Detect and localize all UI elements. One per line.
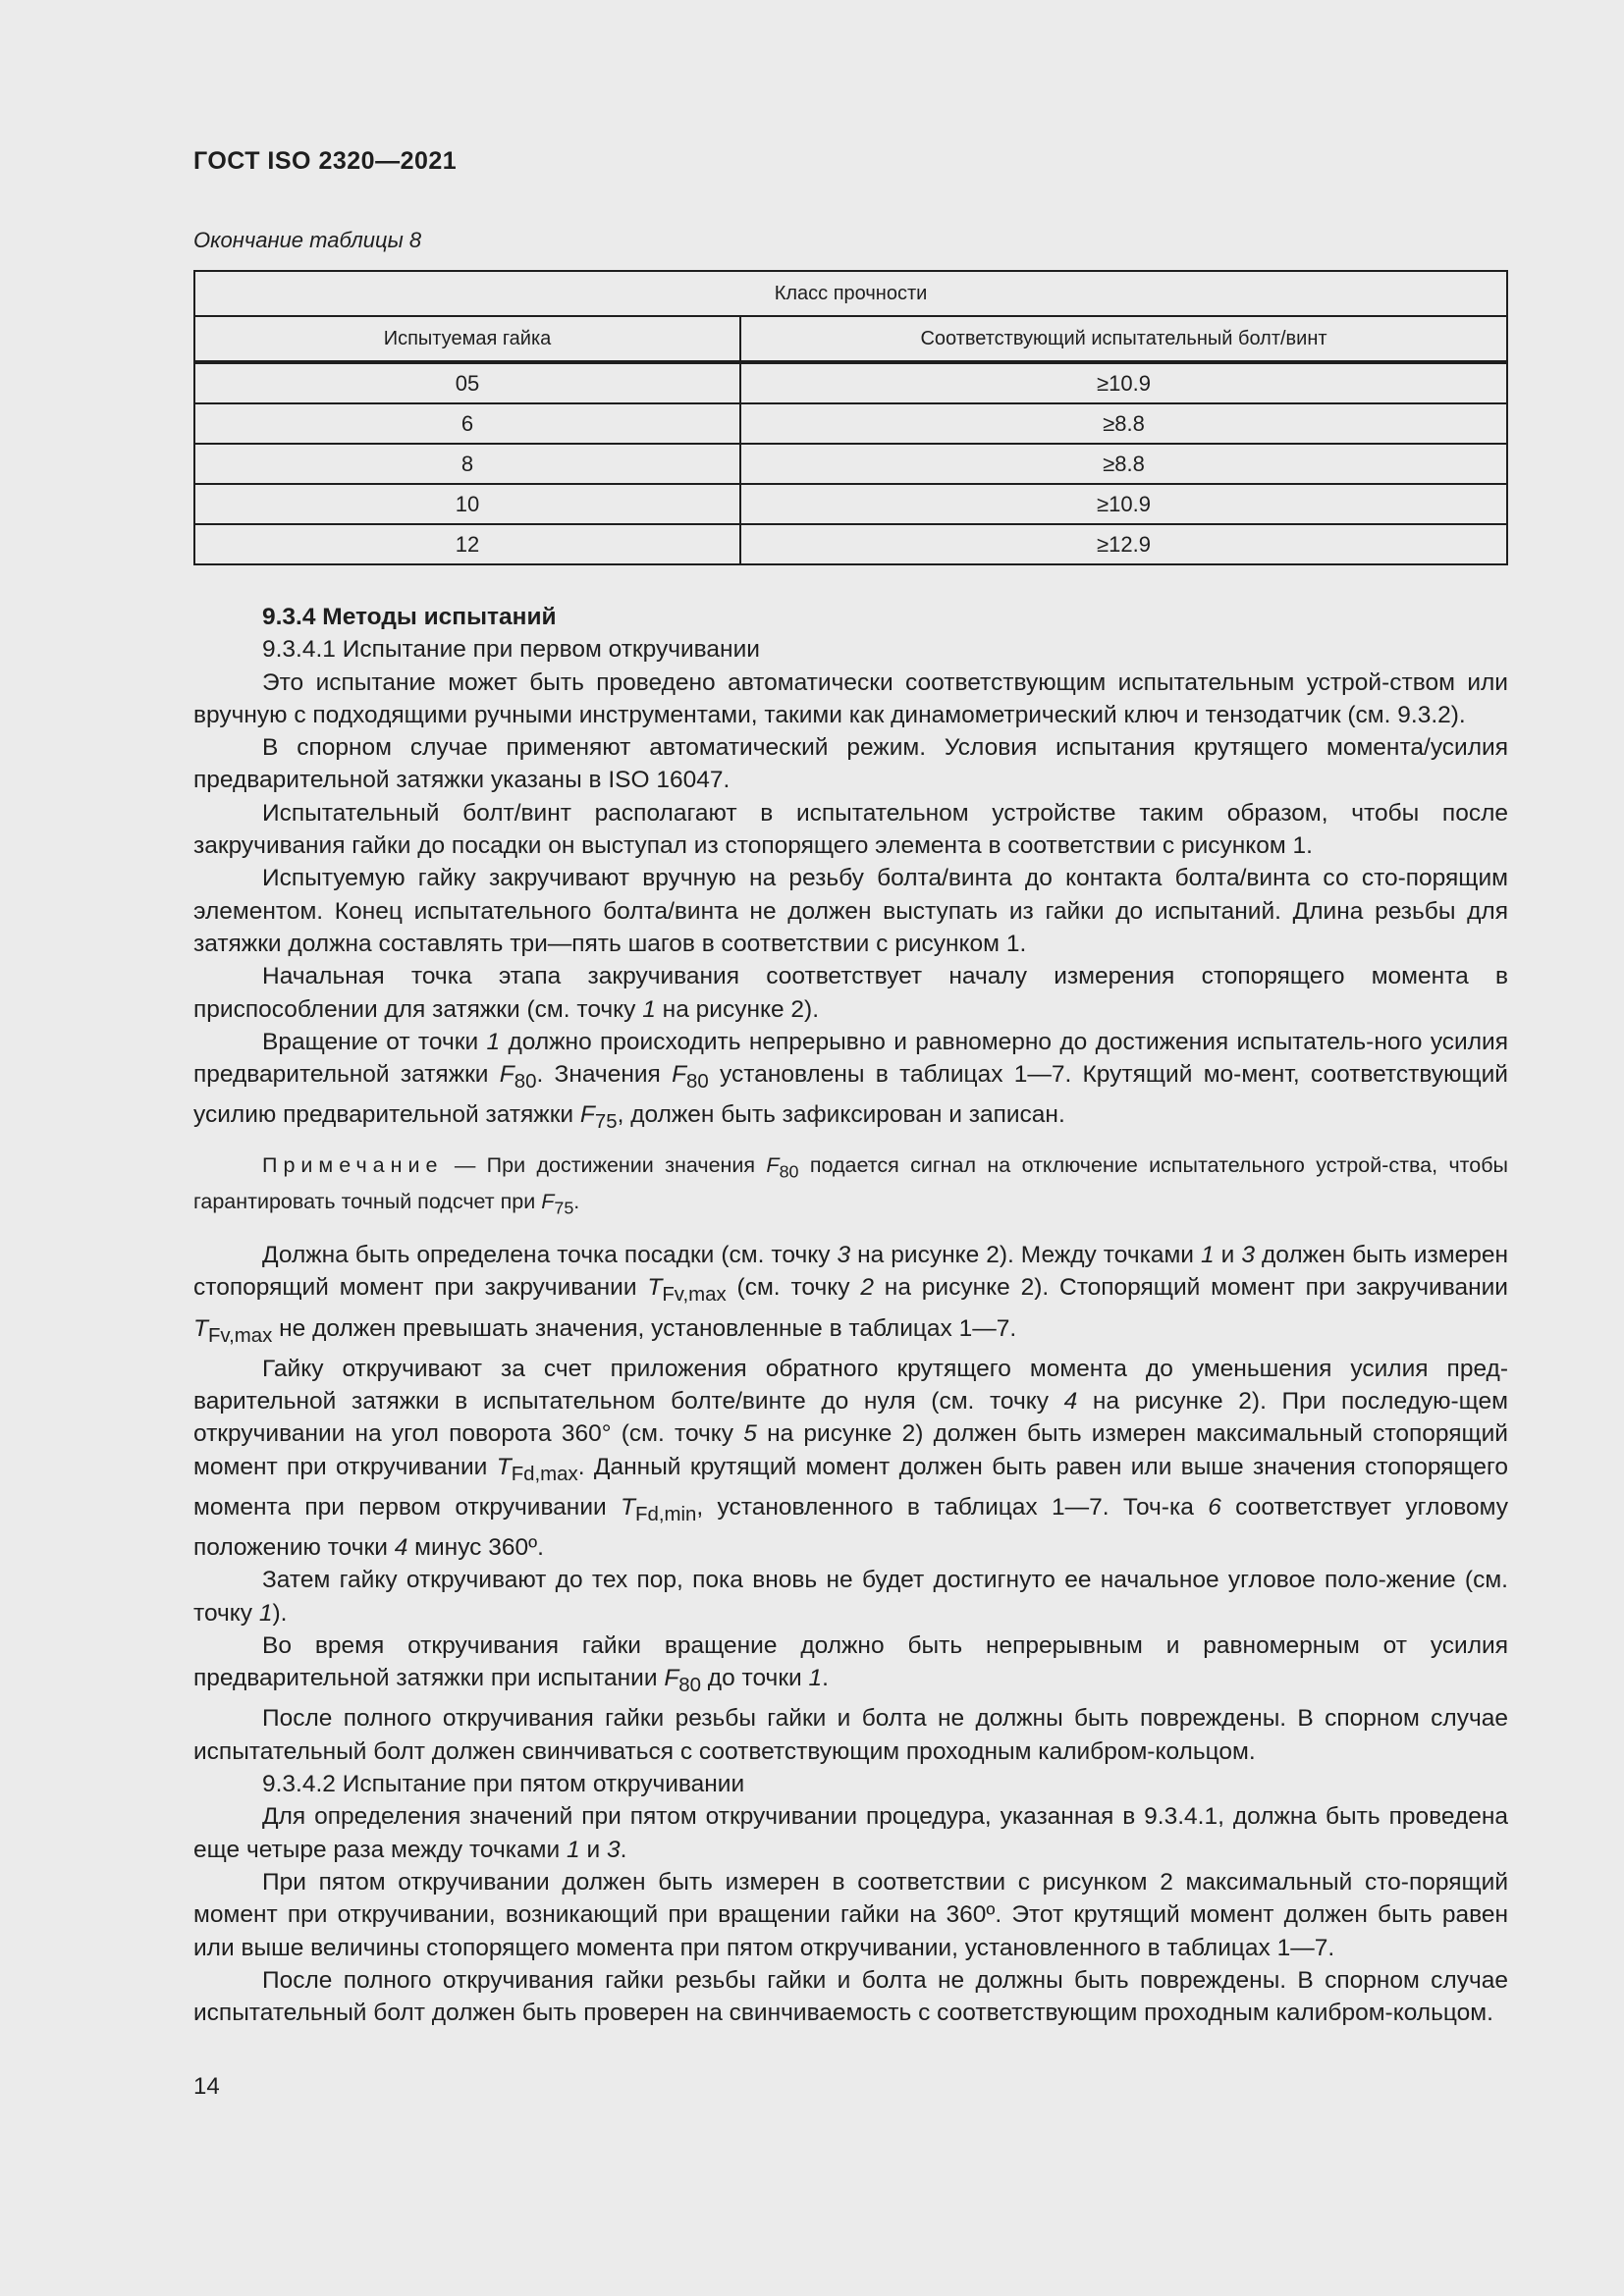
paragraph: Испытательный болт/винт располагают в испытательном устройстве таким образом, чтобы после закручивания гайки до посадки он выступал из стопорящего элемента в соответствии с рисунком 1. [193, 799, 1508, 860]
table-cell-bolt-class: ≥12.9 [740, 524, 1507, 564]
document-id-header: ГОСТ ISO 2320—2021 [193, 147, 458, 175]
column-header-tested-nut: Испытуемая гайка [194, 316, 740, 362]
table-row [194, 484, 1507, 524]
table-cell-nut-class: 6 [194, 403, 740, 444]
table-row [194, 524, 1507, 564]
subsection-heading: 9.3.4.2 Испытание при пятом откручивании [262, 1771, 745, 1798]
table-cell-nut-class: 12 [194, 524, 740, 564]
paragraph: При пятом откручивании должен быть измерен в соответствии с рисунком 2 максимальный сто-порящий момент при откручивании, возникающий при вращении гайки на 360º. Этот крутящий момент должен быть равен или выше величины стопорящего момента при пятом откручивании, установленного в таблицах 1—7. [193, 1868, 1508, 1961]
paragraph: Затем гайку откручивают до тех пор, пока вновь не будет достигнуто ее начальное угловое поло-жение (см. точку 1). [193, 1567, 1508, 1627]
paragraph: Начальная точка этапа закручивания соответствует началу измерения стопорящего момента в приспособлении для затяжки (см. точку 1 на рисунке 2). [193, 963, 1508, 1023]
table-cell-bolt-class: ≥10.9 [740, 362, 1507, 403]
paragraph: Должна быть определена точка посадки (см. точку 3 на рисунке 2). Между точками 1 и 3 должен быть измерен стопорящий момент при закручивании $T_{Fv,max}$ (см. точку 2 на рисунке 2). Стопорящий момент при закручивании $T_{Fv,max}$ не должен превышать значения, установленные в таблицах 1—7. [193, 1242, 1508, 1347]
paragraph: Это испытание может быть проведено автоматически соответствующим испытательным устрой-ством или вручную с подходящими ручными инструментами, такими как динамометрический ключ и тензодатчик (см. 9.3.2). [193, 668, 1508, 728]
section-heading: 9.3.4 Методы испытаний [262, 604, 557, 630]
subsection-heading: 9.3.4.1 Испытание при первом откручивании [262, 636, 760, 664]
document-body [193, 601, 1508, 2029]
table-group-header: Класс прочности [194, 271, 1507, 316]
table-column-header-row [194, 316, 1507, 362]
table-group-header-row [194, 271, 1507, 316]
paragraph: После полного откручивания гайки резьбы гайки и болта не должны быть повреждены. В спорном случае испытательный болт должен свинчиваться с соответствующим проходным калибром-кольцом. [193, 1705, 1508, 1765]
paragraph: Вращение от точки 1 должно происходить непрерывно и равномерно до достижения испытатель-ного усилия предварительной затяжки $F_{80}$. Значения $F_{80}$ установлены в таблицах 1—7. Крутящий мо-мент, соответствующий усилию предварительной затяжки $F_{75}$, должен быть зафиксирован и записан. [193, 1028, 1508, 1134]
table-cell-bolt-class: ≥10.9 [740, 484, 1507, 524]
paragraph: Гайку откручивают за счет приложения обратного крутящего момента до уменьшения усилия пред-варительной затяжки в испытательном болте/винте до нуля (см. точку 4 на рисунке 2). При последую-щем откручивании на угол поворота 360° (см. точку 5 на рисунке 2) должен быть измерен максимальный стопорящий момент при откручивании $T_{Fd,max}$. Данный крутящий момент должен быть равен или выше значения стопорящего момента при первом откручивании $T_{Fd,min}$, установленного в таблицах 1—7. Точ-ка 6 соответствует угловому положению точки 4 минус 360º. [193, 1355, 1508, 1562]
note-label: Примечание [262, 1152, 444, 1177]
table-row [194, 362, 1507, 403]
strength-class-table [193, 270, 1508, 565]
table-cell-bolt-class: ≥8.8 [740, 403, 1507, 444]
note [193, 1150, 1508, 1224]
table-cell-nut-class: 05 [194, 362, 740, 403]
paragraph: В спорном случае применяют автоматический режим. Условия испытания крутящего момента/усилия предварительной затяжки указаны в ISO 16047. [193, 734, 1508, 794]
paragraph: Испытуемую гайку закручивают вручную на резьбу болта/винта до контакта болта/винта со сто-порящим элементом. Конец испытательного болта/винта не должен выступать из гайки до испытаний. Длина резьбы для затяжки должна составлять три—пять шагов в соответствии с рисунком 1. [193, 865, 1508, 957]
table-cell-bolt-class: ≥8.8 [740, 444, 1507, 484]
note-text: — При достижении значения $F_{80}$ подается сигнал на отключение испытательного устрой-ства, чтобы гарантировать точный подсчет при $F_{75}$. [193, 1152, 1508, 1218]
column-header-test-bolt: Соответствующий испытательный болт/винт [740, 316, 1507, 362]
table-row [194, 403, 1507, 444]
table-cell-nut-class: 10 [194, 484, 740, 524]
table-caption: Окончание таблицы 8 [193, 228, 422, 252]
paragraph: Во время откручивания гайки вращение должно быть непрерывным и равномерным от усилия предварительной затяжки при испытании $F_{80}$ до точки 1. [193, 1631, 1508, 1697]
paragraph: Для определения значений при пятом откручивании процедура, указанная в 9.3.4.1, должна быть проведена еще четыре раза между точками 1 и 3. [193, 1803, 1508, 1863]
page-number: 14 [193, 2073, 220, 2100]
table-row [194, 444, 1507, 484]
table-cell-nut-class: 8 [194, 444, 740, 484]
paragraph: После полного откручивания гайки резьбы гайки и болта не должны быть повреждены. В спорном случае испытательный болт должен быть проверен на свинчиваемость с соответствующим проходным калибром-кольцом. [193, 1966, 1508, 2027]
